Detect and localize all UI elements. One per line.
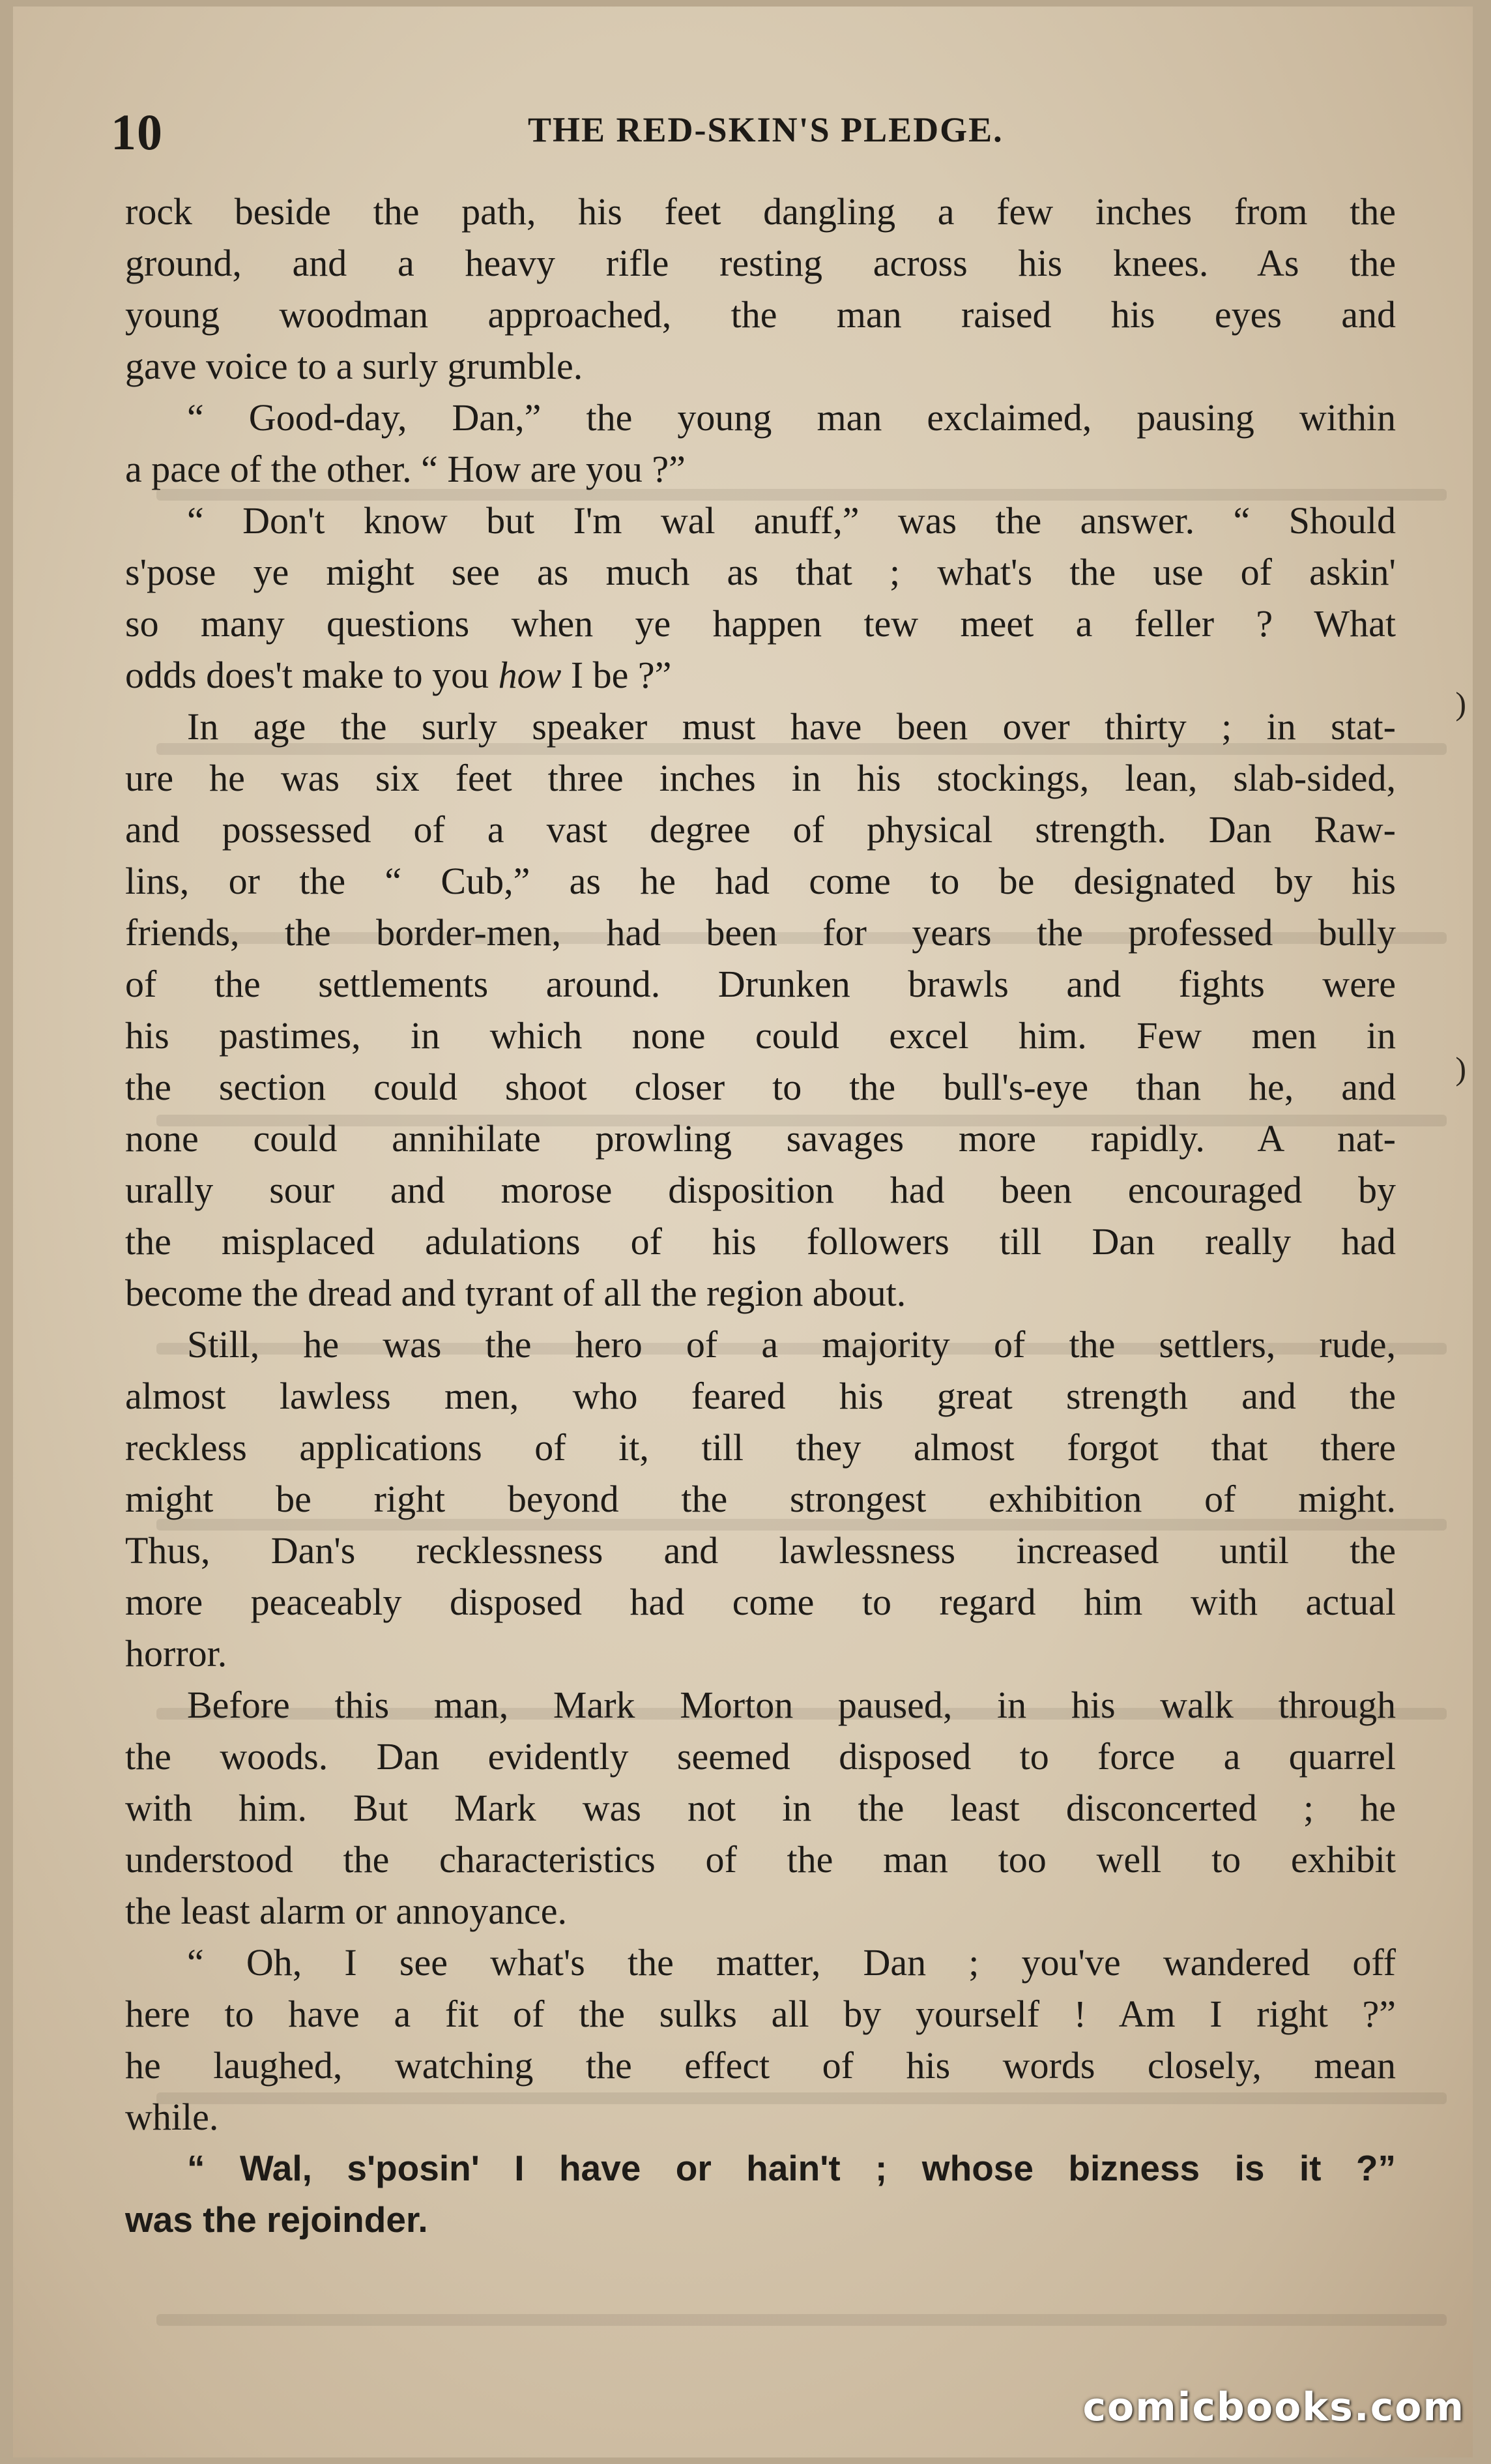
text-line: gave voice to a surly grumble.	[125, 345, 583, 387]
text-line: here to have a fit of the sulks all by yourself ! Am I right ?”	[125, 1993, 1396, 2035]
text-line: In age the surly speaker must have been over thirty ; in stat-	[187, 705, 1396, 748]
text-line: Thus, Dan's recklessness and lawlessness increased until the	[125, 1529, 1396, 1572]
text-line: Still, he was the hero of a majority of the settlers, rude,	[187, 1323, 1396, 1366]
text-line: Before this man, Mark Morton paused, in his walk through	[187, 1684, 1396, 1726]
text-line: none could annihilate prowling savages more rapidly. A nat-	[125, 1117, 1396, 1160]
text-line: understood the characteristics of the man too well to exhibit	[125, 1838, 1396, 1881]
text-line: the misplaced adulations of his followers till Dan really had	[125, 1220, 1396, 1263]
book-page	[13, 7, 1473, 2457]
text-line: “ Oh, I see what's the matter, Dan ; you've wandered off	[187, 1941, 1396, 1984]
text-line: “ Wal, s'posin' I have or hain't ; whose bizness is it ?”	[187, 2148, 1396, 2188]
text-line: “ Good-day, Dan,” the young man exclaimed, pausing within	[187, 396, 1396, 439]
text-line: more peaceably disposed had come to regard him with actual	[125, 1581, 1396, 1623]
text-line: rock beside the path, his feet dangling a few inches from the	[125, 190, 1396, 233]
body-text	[125, 186, 1396, 2246]
edge-ink-mark: )	[1455, 1050, 1466, 1087]
text-line: ground, and a heavy rifle resting across his knees. As the	[125, 242, 1396, 284]
edge-ink-mark: )	[1455, 685, 1466, 722]
watermark: comicbooks.com	[1082, 2384, 1465, 2430]
text-line: he laughed, watching the effect of his words closely, mean	[125, 2044, 1396, 2087]
text-line: a pace of the other. “ How are you ?”	[125, 448, 686, 490]
text-line: horror.	[125, 1632, 227, 1675]
text-line: the least alarm or annoyance.	[125, 1890, 567, 1932]
text-line	[125, 649, 1396, 701]
text-line: might be right beyond the strongest exhibition of might.	[125, 1478, 1396, 1520]
text-segment: odds does't make to you	[125, 654, 499, 696]
text-line: s'pose ye might see as much as that ; what's the use of askin'	[125, 551, 1396, 593]
text-line: the section could shoot closer to the bull's-eye than he, and	[125, 1066, 1396, 1108]
text-line: “ Don't know but I'm wal anuff,” was the answer. “ Should	[187, 499, 1396, 542]
text-line: friends, the border-men, had been for years the professed bully	[125, 911, 1396, 954]
italic-word: how	[498, 654, 562, 696]
page-number: 10	[111, 104, 163, 160]
text-line: his pastimes, in which none could excel him. Few men in	[125, 1014, 1396, 1057]
text-line: become the dread and tyrant of all the region about.	[125, 1272, 906, 1314]
text-line: young woodman approached, the man raised his eyes and	[125, 293, 1396, 336]
text-line: urally sour and morose disposition had been encouraged by	[125, 1169, 1396, 1211]
text-line: of the settlements around. Drunken brawls and fights were	[125, 963, 1396, 1005]
text-line: ure he was six feet three inches in his stockings, lean, slab-sided,	[125, 757, 1396, 799]
text-line: while.	[125, 2096, 219, 2138]
text-segment: I be ?”	[561, 654, 672, 696]
text-line: so many questions when ye happen tew meet a feller ? What	[125, 602, 1396, 645]
text-line: reckless applications of it, till they almost forgot that there	[125, 1426, 1396, 1469]
text-line: with him. But Mark was not in the least disconcerted ; he	[125, 1787, 1396, 1829]
running-head-title: THE RED-SKIN'S PLEDGE.	[528, 110, 1004, 149]
text-line: the woods. Dan evidently seemed disposed to force a quarrel	[125, 1735, 1396, 1778]
text-line: was the rejoinder.	[125, 2199, 428, 2240]
text-line: and possessed of a vast degree of physical strength. Dan Raw-	[125, 808, 1396, 851]
text-line: lins, or the “ Cub,” as he had come to be designated by his	[125, 860, 1396, 902]
text-line: almost lawless men, who feared his great strength and the	[125, 1375, 1396, 1417]
